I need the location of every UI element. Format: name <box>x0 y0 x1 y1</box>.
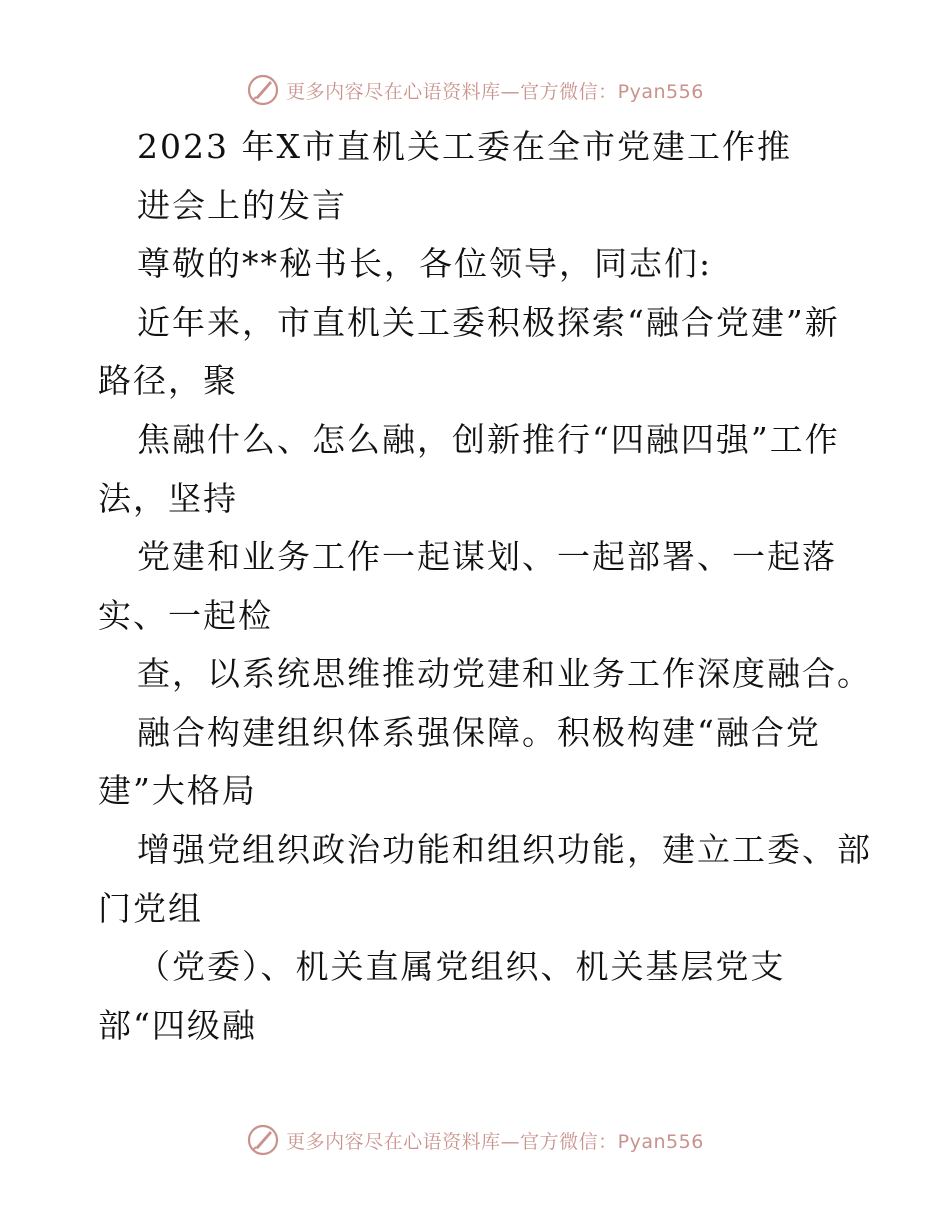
paragraph-line: 建”大格局 <box>98 771 257 810</box>
paragraph-line: 门党组 <box>98 889 203 928</box>
paragraph-line: 增强党组织政治功能和组织功能，建立工委、部 <box>137 830 872 869</box>
paragraph-line: 查，以系统思维推动党建和业务工作深度融合。 <box>137 654 872 693</box>
document-title-line-2: 进会上的发言 <box>137 186 347 225</box>
paragraph-line: 路径，聚 <box>98 361 238 400</box>
document-title-line-1: 2023 年X市直机关工委在全市党建工作推 <box>137 127 792 166</box>
paragraph-line: 近年来，市直机关工委积极探索“融合党建”新 <box>137 303 840 342</box>
paragraph-line: 焦融什么、怎么融，创新推行“四融四强”工作 <box>137 420 840 459</box>
paragraph-line: 部“四级融 <box>98 1006 257 1045</box>
paragraph-line: 党建和业务工作一起谋划、一起部署、一起落 <box>137 537 837 576</box>
watermark-footer <box>0 1118 950 1162</box>
watermark-text: 更多内容尽在心语资料库—官方微信：Pyan556 <box>286 1130 704 1153</box>
feather-pen-icon <box>246 73 280 107</box>
paragraph-line: 实、一起检 <box>98 596 273 635</box>
watermark-header <box>0 68 950 112</box>
paragraph-line: 法，坚持 <box>98 479 238 518</box>
paragraph-line: （党委）、机关直属党组织、机关基层党支 <box>137 947 786 986</box>
paragraph-line: 融合构建组织体系强保障。积极构建“融合党 <box>137 713 821 752</box>
salutation: 尊敬的**秘书长，各位领导，同志们: <box>137 244 713 283</box>
feather-pen-icon <box>246 1123 280 1157</box>
watermark-text: 更多内容尽在心语资料库—官方微信：Pyan556 <box>286 80 704 103</box>
